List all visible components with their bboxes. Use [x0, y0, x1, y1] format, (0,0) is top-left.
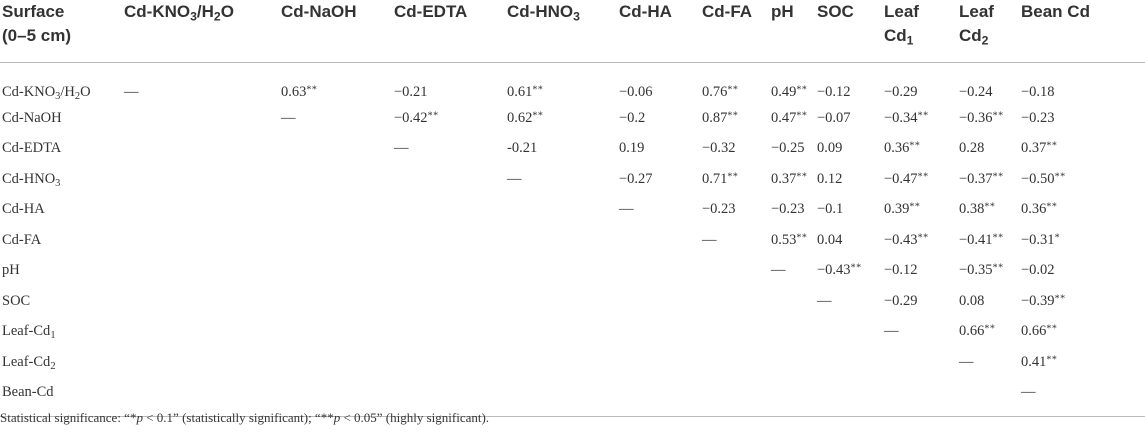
cell-value: —	[619, 201, 634, 218]
table-cell	[1019, 317, 1145, 348]
footnote-text1: < 0.1” (statistically significant); “	[142, 410, 321, 425]
column-header-text: Leaf	[959, 2, 994, 21]
row-label	[0, 195, 122, 226]
column-header-text: Cd-NaOH	[281, 2, 357, 21]
table-cell	[122, 164, 279, 195]
cell-value: 0.62	[507, 109, 533, 126]
cell-value: −0.35	[959, 262, 993, 279]
cell-value: 0.61	[507, 83, 533, 100]
cell-value: 0.71	[702, 170, 728, 187]
table-cell	[505, 103, 617, 134]
footnote-text2: < 0.05” (highly significant).	[340, 410, 490, 425]
header-corner-line2: (0–5 cm)	[2, 26, 71, 45]
cell-value: −0.07	[817, 109, 851, 126]
table-cell	[957, 164, 1019, 195]
cell-value: 0.38	[959, 201, 985, 218]
cell-value: −0.32	[702, 140, 736, 157]
column-header-text: SOC	[817, 2, 854, 21]
table-cell	[617, 286, 700, 317]
column-header-text: Leaf	[884, 2, 919, 21]
table-header-row	[0, 0, 1145, 63]
table-cell	[815, 103, 882, 134]
footnote-star2: **	[320, 410, 334, 425]
row-label-text: pH	[2, 262, 20, 279]
table-cell	[617, 378, 700, 417]
table-cell	[957, 286, 1019, 317]
row-label	[0, 286, 122, 317]
cell-value: —	[507, 170, 522, 187]
table-cell	[769, 378, 815, 417]
significance-marker: **	[796, 84, 808, 95]
table-cell	[882, 164, 957, 195]
row-label	[0, 134, 122, 165]
table-row	[0, 63, 1145, 104]
cell-value: −0.34	[884, 109, 918, 126]
row-label-subscript: 3	[55, 177, 61, 189]
cell-value: —	[394, 140, 409, 157]
significance-marker: **	[796, 232, 808, 244]
table-cell	[392, 195, 505, 226]
table-cell	[617, 134, 700, 165]
column-header-text-2: /H	[196, 2, 214, 21]
table-cell	[1019, 256, 1145, 287]
table-body	[0, 63, 1145, 417]
column-header-subscript-2: 2	[213, 9, 221, 24]
table-cell	[505, 286, 617, 317]
table-cell	[617, 256, 700, 287]
cell-value: 0.37	[1021, 140, 1047, 157]
table-cell	[700, 378, 769, 417]
row-label-text: Leaf-Cd	[2, 323, 51, 340]
cell-value: 0.39	[884, 201, 910, 218]
table-cell	[769, 63, 815, 104]
cell-value: —	[281, 109, 296, 126]
table-cell	[279, 317, 392, 348]
cell-value: 0.28	[959, 140, 985, 157]
table-cell	[769, 195, 815, 226]
row-label-text: Cd-HA	[2, 201, 45, 218]
column-header-subscript: 2	[981, 33, 989, 48]
table-cell	[279, 286, 392, 317]
footnote-star1: *	[129, 410, 137, 425]
column-header-text: Cd-HNO	[507, 2, 574, 21]
table-cell	[700, 317, 769, 348]
table-row	[0, 256, 1145, 287]
cell-value: −0.02	[1021, 262, 1055, 279]
table-cell	[815, 347, 882, 378]
row-label	[0, 225, 122, 256]
table-cell	[617, 317, 700, 348]
cell-value: −0.42	[394, 109, 428, 126]
table-cell	[957, 378, 1019, 417]
table-cell	[700, 134, 769, 165]
table-cell	[815, 195, 882, 226]
row-label	[0, 317, 122, 348]
table-cell	[700, 195, 769, 226]
table-row	[0, 103, 1145, 134]
table-cell	[392, 317, 505, 348]
significance-marker: **	[917, 232, 929, 244]
table-cell	[392, 164, 505, 195]
cell-value: −0.43	[884, 231, 918, 248]
table-cell	[617, 347, 700, 378]
row-label-text: Leaf-Cd	[2, 353, 51, 370]
significance-marker: **	[917, 171, 929, 183]
cell-value: −0.47	[884, 170, 918, 187]
table-cell	[122, 286, 279, 317]
cell-value: −0.24	[959, 83, 993, 100]
significance-marker: **	[984, 201, 996, 213]
row-label-text: Cd-HNO	[2, 170, 56, 187]
cell-value: 0.37	[771, 170, 797, 187]
table-cell	[957, 256, 1019, 287]
cell-value: 0.36	[1021, 201, 1047, 218]
cell-value: 0.53	[771, 231, 797, 248]
row-label	[0, 164, 122, 195]
cell-value: −0.31	[1021, 231, 1055, 248]
significance-marker: **	[909, 201, 921, 213]
table-cell	[700, 286, 769, 317]
cell-value: −0.23	[702, 201, 736, 218]
table-cell	[700, 103, 769, 134]
significance-marker: **	[992, 171, 1004, 183]
column-header-text: Cd-FA	[702, 2, 753, 21]
column-header	[769, 0, 815, 63]
significance-marker: **	[796, 171, 808, 183]
row-label-text: Bean-Cd	[2, 384, 54, 401]
table-cell	[882, 225, 957, 256]
row-label	[0, 63, 122, 104]
cell-value: −0.41	[959, 231, 993, 248]
cell-value: 0.66	[1021, 323, 1047, 340]
table-cell	[815, 256, 882, 287]
significance-marker: **	[727, 110, 739, 122]
table-row	[0, 225, 1145, 256]
table-cell	[957, 63, 1019, 104]
table-row	[0, 317, 1145, 348]
significance-marker: **	[727, 84, 739, 95]
column-header-text: Bean Cd	[1021, 2, 1090, 21]
column-header-subscript: 1	[906, 33, 914, 48]
significance-marker: **	[1046, 323, 1058, 335]
table-cell	[957, 103, 1019, 134]
table-cell	[700, 63, 769, 104]
table-cell	[392, 286, 505, 317]
table-cell	[122, 225, 279, 256]
table-cell	[279, 134, 392, 165]
significance-marker: **	[1046, 140, 1058, 152]
cell-value: −0.12	[817, 83, 851, 100]
table-cell	[617, 195, 700, 226]
cell-value: −0.06	[619, 83, 653, 100]
row-label-subscript-2: 2	[74, 90, 81, 102]
cell-value: —	[817, 292, 832, 309]
row-label-text: SOC	[2, 292, 31, 309]
table-cell	[1019, 286, 1145, 317]
table-cell	[815, 164, 882, 195]
column-header-text: pH	[771, 2, 794, 21]
table-cell	[700, 256, 769, 287]
table-cell	[769, 286, 815, 317]
table-cell	[1019, 134, 1145, 165]
column-header-text-line2: Cd	[884, 26, 907, 45]
significance-marker: **	[727, 171, 739, 183]
cell-value: —	[771, 262, 786, 279]
table-cell	[882, 378, 957, 417]
cell-value: −0.39	[1021, 292, 1055, 309]
significance-marker: **	[992, 262, 1004, 274]
table-cell	[815, 63, 882, 104]
column-header	[815, 0, 882, 63]
row-label	[0, 347, 122, 378]
table-cell	[700, 225, 769, 256]
cell-value: —	[959, 353, 974, 370]
table-cell	[882, 347, 957, 378]
table-cell	[122, 134, 279, 165]
table-cell	[769, 317, 815, 348]
table-cell	[815, 225, 882, 256]
significance-marker: **	[909, 140, 921, 152]
cell-value: 0.49	[771, 83, 797, 100]
table-cell	[815, 286, 882, 317]
significance-marker: **	[1054, 171, 1066, 183]
header-corner-line1: Surface	[2, 2, 65, 21]
cell-value: —	[884, 323, 899, 340]
table-cell	[1019, 164, 1145, 195]
column-header-text-3: O	[220, 2, 234, 21]
table-row	[0, 195, 1145, 226]
table-cell	[1019, 378, 1145, 417]
significance-marker: **	[306, 84, 318, 95]
table-cell	[1019, 225, 1145, 256]
table-cell	[617, 103, 700, 134]
table-cell	[1019, 347, 1145, 378]
table-cell	[815, 378, 882, 417]
cell-value: 0.87	[702, 109, 728, 126]
cell-value: 0.47	[771, 109, 797, 126]
table-cell	[882, 256, 957, 287]
table-cell	[505, 164, 617, 195]
cell-value: −0.25	[771, 140, 805, 157]
table-cell	[769, 134, 815, 165]
table-cell	[617, 225, 700, 256]
column-header	[1019, 0, 1145, 63]
significance-marker: *	[1054, 232, 1061, 244]
row-label-subscript: 3	[55, 90, 61, 102]
table-cell	[392, 256, 505, 287]
table-cell	[882, 63, 957, 104]
table-cell	[1019, 63, 1145, 104]
column-header	[957, 0, 1019, 63]
significance-marker: **	[796, 110, 808, 122]
table-cell	[279, 103, 392, 134]
cell-value: −0.12	[884, 262, 918, 279]
significance-marker: **	[992, 110, 1004, 122]
cell-value: −0.2	[619, 109, 646, 126]
table-cell	[279, 164, 392, 195]
table-cell	[957, 347, 1019, 378]
table-cell	[769, 347, 815, 378]
cell-value: 0.09	[817, 140, 843, 157]
table-cell	[392, 134, 505, 165]
cell-value: 0.36	[884, 140, 910, 157]
table-cell	[505, 225, 617, 256]
significance-marker: **	[917, 110, 929, 122]
cell-value: —	[1021, 384, 1036, 401]
column-header	[279, 0, 392, 63]
row-label-text: Cd-FA	[2, 231, 42, 248]
table-cell	[769, 225, 815, 256]
table-row	[0, 164, 1145, 195]
table-cell	[122, 317, 279, 348]
column-header	[505, 0, 617, 63]
table-cell	[882, 103, 957, 134]
table-cell	[122, 347, 279, 378]
header-corner	[0, 0, 122, 63]
column-header	[122, 0, 279, 63]
table-cell	[617, 63, 700, 104]
cell-value: 0.41	[1021, 353, 1047, 370]
significance-marker: **	[532, 110, 544, 122]
table-cell	[882, 286, 957, 317]
table-cell	[392, 103, 505, 134]
table-cell	[769, 103, 815, 134]
table-cell	[700, 347, 769, 378]
column-header	[882, 0, 957, 63]
row-label	[0, 256, 122, 287]
table-cell	[505, 378, 617, 417]
row-label-text-3: O	[80, 83, 91, 100]
table-cell	[505, 63, 617, 104]
cell-value: —	[702, 231, 717, 248]
row-label-text: Cd-KNO	[2, 83, 56, 100]
table-row	[0, 347, 1145, 378]
cell-value: −0.23	[1021, 109, 1055, 126]
column-header-subscript: 3	[573, 9, 580, 24]
table-cell	[505, 195, 617, 226]
cell-value: —	[124, 83, 139, 100]
table-row	[0, 286, 1145, 317]
table-cell	[957, 225, 1019, 256]
cell-value: 0.08	[959, 292, 985, 309]
table-cell	[122, 256, 279, 287]
table-footnote	[0, 410, 489, 426]
cell-value: −0.21	[394, 83, 428, 100]
table-cell	[1019, 103, 1145, 134]
table-cell	[505, 317, 617, 348]
cell-value: −0.29	[884, 292, 918, 309]
cell-value: −0.50	[1021, 170, 1055, 187]
table-cell	[882, 317, 957, 348]
table-cell	[700, 164, 769, 195]
cell-value: −0.27	[619, 170, 653, 187]
significance-marker: **	[532, 84, 544, 95]
table-cell	[279, 256, 392, 287]
table-cell	[957, 317, 1019, 348]
cell-value: 0.04	[817, 231, 843, 248]
table-cell	[815, 134, 882, 165]
column-header	[392, 0, 505, 63]
significance-marker: **	[427, 110, 439, 122]
table-cell	[882, 195, 957, 226]
significance-marker: **	[1046, 354, 1058, 366]
row-label	[0, 103, 122, 134]
cell-value: −0.1	[817, 201, 844, 218]
column-header-text: Cd-KNO	[124, 2, 191, 21]
table-cell	[505, 256, 617, 287]
column-header	[700, 0, 769, 63]
table-cell	[505, 347, 617, 378]
cell-value: 0.19	[619, 140, 645, 157]
table-cell	[882, 134, 957, 165]
cell-value: 0.63	[281, 83, 307, 100]
table-cell	[957, 134, 1019, 165]
table-cell	[122, 103, 279, 134]
significance-marker: **	[992, 232, 1004, 244]
cell-value: −0.37	[959, 170, 993, 187]
cell-value: 0.66	[959, 323, 985, 340]
cell-value: −0.29	[884, 83, 918, 100]
table-cell	[769, 164, 815, 195]
significance-marker: **	[850, 262, 862, 274]
cell-value: −0.43	[817, 262, 851, 279]
table-cell	[617, 164, 700, 195]
footnote-p2: p	[333, 410, 341, 425]
row-label-text: Cd-NaOH	[2, 109, 62, 126]
row-label-text: Cd-EDTA	[2, 140, 62, 157]
significance-marker: **	[1054, 293, 1066, 305]
table-cell	[957, 195, 1019, 226]
table-cell	[1019, 195, 1145, 226]
table-cell	[769, 256, 815, 287]
cell-value: −0.18	[1021, 83, 1055, 100]
table-cell	[815, 317, 882, 348]
cell-value: −0.36	[959, 109, 993, 126]
table-cell	[505, 134, 617, 165]
significance-marker: **	[1046, 201, 1058, 213]
cell-value: 0.76	[702, 83, 728, 100]
cell-value: 0.12	[817, 170, 843, 187]
footnote-lead: Statistical significance: “	[0, 410, 130, 425]
column-header	[617, 0, 700, 63]
table-cell	[279, 195, 392, 226]
table-cell	[279, 347, 392, 378]
cell-value: −0.23	[771, 201, 805, 218]
footnote-p1: p	[136, 410, 143, 425]
significance-marker: **	[984, 323, 996, 335]
row-label-subscript: 2	[50, 360, 56, 372]
column-header-text: Cd-HA	[619, 2, 672, 21]
table-cell	[122, 63, 279, 104]
table-cell	[392, 225, 505, 256]
table-cell	[279, 63, 392, 104]
column-header-text: Cd-EDTA	[394, 2, 468, 21]
row-label-text-2: /H	[60, 83, 75, 100]
table-row	[0, 134, 1145, 165]
table-cell	[392, 63, 505, 104]
column-header-subscript: 3	[190, 9, 197, 24]
table-cell	[279, 225, 392, 256]
table-cell	[122, 195, 279, 226]
cell-value: -0.21	[507, 140, 538, 157]
row-label-subscript: 1	[50, 330, 56, 342]
column-header-text-line2: Cd	[959, 26, 982, 45]
table-cell	[392, 347, 505, 378]
